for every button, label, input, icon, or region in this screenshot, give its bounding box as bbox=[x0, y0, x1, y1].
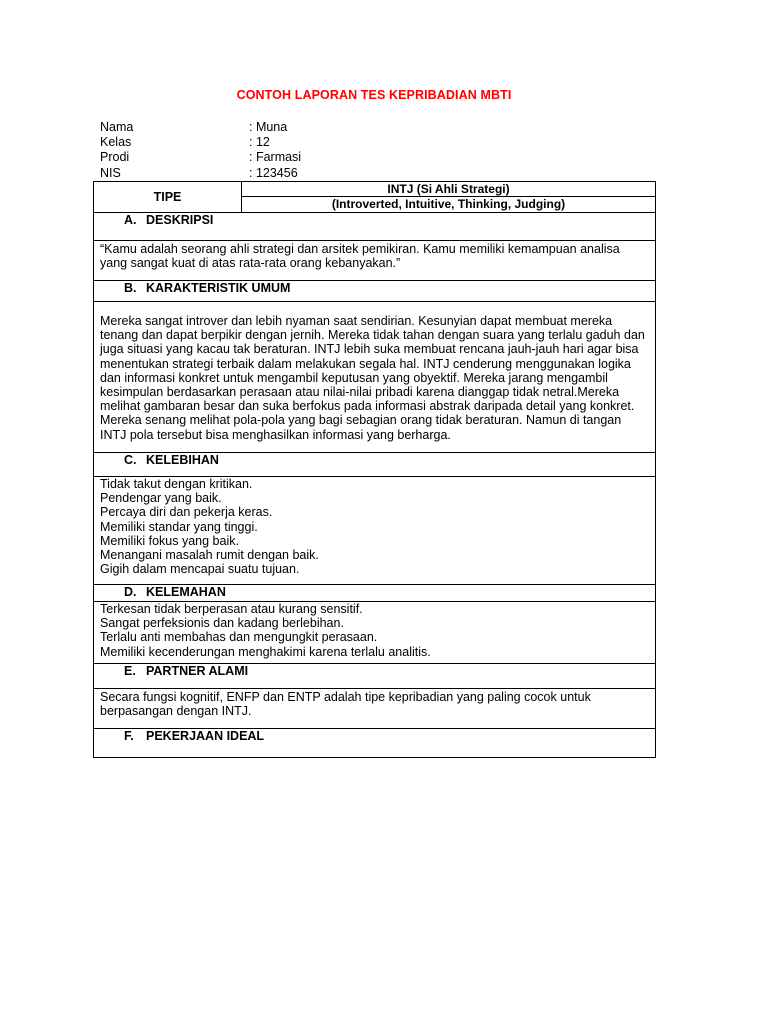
section-body-partner bbox=[94, 689, 656, 729]
list-item: Memiliki fokus yang baik. bbox=[100, 533, 239, 548]
info-label: Nama bbox=[100, 120, 134, 134]
deskripsi-text: “Kamu adalah seorang ahli strategi dan arsitek pemikiran. Kamu memiliki kemampuan analisa yang sangat kuat di atas rata-rata orang kebanyakan.” bbox=[94, 241, 656, 281]
section-letter: C. bbox=[124, 453, 137, 467]
list-item: Memiliki kecenderungan menghakimi karena terlalu analitis. bbox=[100, 644, 431, 659]
list-item: Percaya diri dan pekerja keras. bbox=[100, 505, 273, 520]
info-value: : Farmasi bbox=[249, 150, 302, 165]
section-header-kelemahan bbox=[94, 585, 656, 602]
section-title: DESKRIPSI bbox=[146, 213, 214, 227]
section-letter: A. bbox=[124, 213, 137, 227]
section-header-karakteristik bbox=[94, 281, 656, 302]
list-item: Tidak takut dengan kritikan. bbox=[100, 477, 253, 491]
section-title: PEKERJAAN IDEAL bbox=[146, 729, 265, 743]
partner-text: Secara fungsi kognitif, ENFP dan ENTP adalah tipe kepribadian yang paling cocok untuk berpasangan dengan INTJ. bbox=[94, 689, 656, 729]
kelebihan-list bbox=[94, 477, 656, 585]
section-title: KARAKTERISTIK UMUM bbox=[146, 281, 291, 295]
section-body-kelebihan bbox=[94, 477, 656, 585]
section-header-partner bbox=[94, 664, 656, 689]
info-label: NIS bbox=[100, 165, 121, 180]
list-item: Gigih dalam mencapai suatu tujuan. bbox=[100, 562, 300, 577]
info-value: : 123456 bbox=[249, 165, 298, 180]
section-header-kelebihan bbox=[94, 453, 656, 477]
section-title: KELEBIHAN bbox=[146, 453, 219, 467]
section-body-karakteristik bbox=[94, 302, 656, 453]
list-item: Sangat perfeksionis dan kadang berlebihan. bbox=[100, 616, 344, 631]
section-body-deskripsi bbox=[94, 241, 656, 281]
tipe-label: TIPE bbox=[94, 182, 242, 213]
info-row-kelas bbox=[100, 135, 301, 150]
info-row-nama bbox=[100, 120, 301, 135]
tipe-row bbox=[94, 182, 656, 197]
document-title: CONTOH LAPORAN TES KEPRIBADIAN MBTI bbox=[236, 88, 512, 102]
karakteristik-text: Mereka sangat introver dan lebih nyaman saat sendirian. Kesunyian dapat membuat mereka tenang dan dapat berpikir dengan jernih. Mereka tidak tahan dengan suara yang terlalu gaduh dan juga situasi yang kacau tak beraturan. INTJ lebih suka membuat rencana jauh-jauh hari agar bisa menentukan strategi terbaik dalam melakukan segala hal. INTJ cenderung menggunakan logika dan informasi konkret untuk mengambil keputusan yang obyektif. Mereka jarang mengambil kesimpulan berdasarkan perasaan atau nilai-nilai pribadi karena dianggap tidak netral.Mereka melihat gambaran besar dan suka berfokus pada informasi abstrak daripada detail yang konkret. Mereka senang melihat pola-pola yang bagi sebagian orang tidak beraturan. Namun di tangan INTJ pola tersebut bisa menghasilkan informasi yang berharga. bbox=[94, 302, 656, 453]
info-row-nis bbox=[100, 166, 301, 181]
section-letter: E. bbox=[124, 664, 136, 678]
section-letter: F. bbox=[124, 729, 134, 743]
info-row-prodi bbox=[100, 150, 301, 165]
section-letter: B. bbox=[124, 281, 137, 295]
section-header-pekerjaan bbox=[94, 729, 656, 758]
section-title: PARTNER ALAMI bbox=[146, 664, 249, 678]
section-letter: D. bbox=[124, 585, 137, 599]
list-item: Memiliki standar yang tinggi. bbox=[100, 519, 258, 534]
info-label: Kelas bbox=[100, 135, 132, 150]
list-item: Pendengar yang baik. bbox=[100, 491, 222, 506]
info-value: : Muna bbox=[249, 120, 288, 134]
kelemahan-list bbox=[94, 602, 656, 664]
info-value: : 12 bbox=[249, 135, 270, 150]
list-item: Terlalu anti membahas dan mengungkit perasaan. bbox=[100, 630, 378, 645]
section-body-kelemahan bbox=[94, 602, 656, 664]
section-title: KELEMAHAN bbox=[146, 585, 226, 599]
list-item: Menangani masalah rumit dengan baik. bbox=[100, 548, 319, 563]
info-label: Prodi bbox=[100, 150, 130, 165]
type-description: (Introverted, Intuitive, Thinking, Judging) bbox=[242, 197, 656, 213]
type-name: INTJ (Si Ahli Strategi) bbox=[242, 182, 656, 197]
list-item: Terkesan tidak berperasan atau kurang sensitif. bbox=[100, 602, 363, 616]
report-table bbox=[93, 181, 656, 758]
student-info bbox=[100, 120, 301, 181]
section-header-deskripsi bbox=[94, 213, 656, 241]
